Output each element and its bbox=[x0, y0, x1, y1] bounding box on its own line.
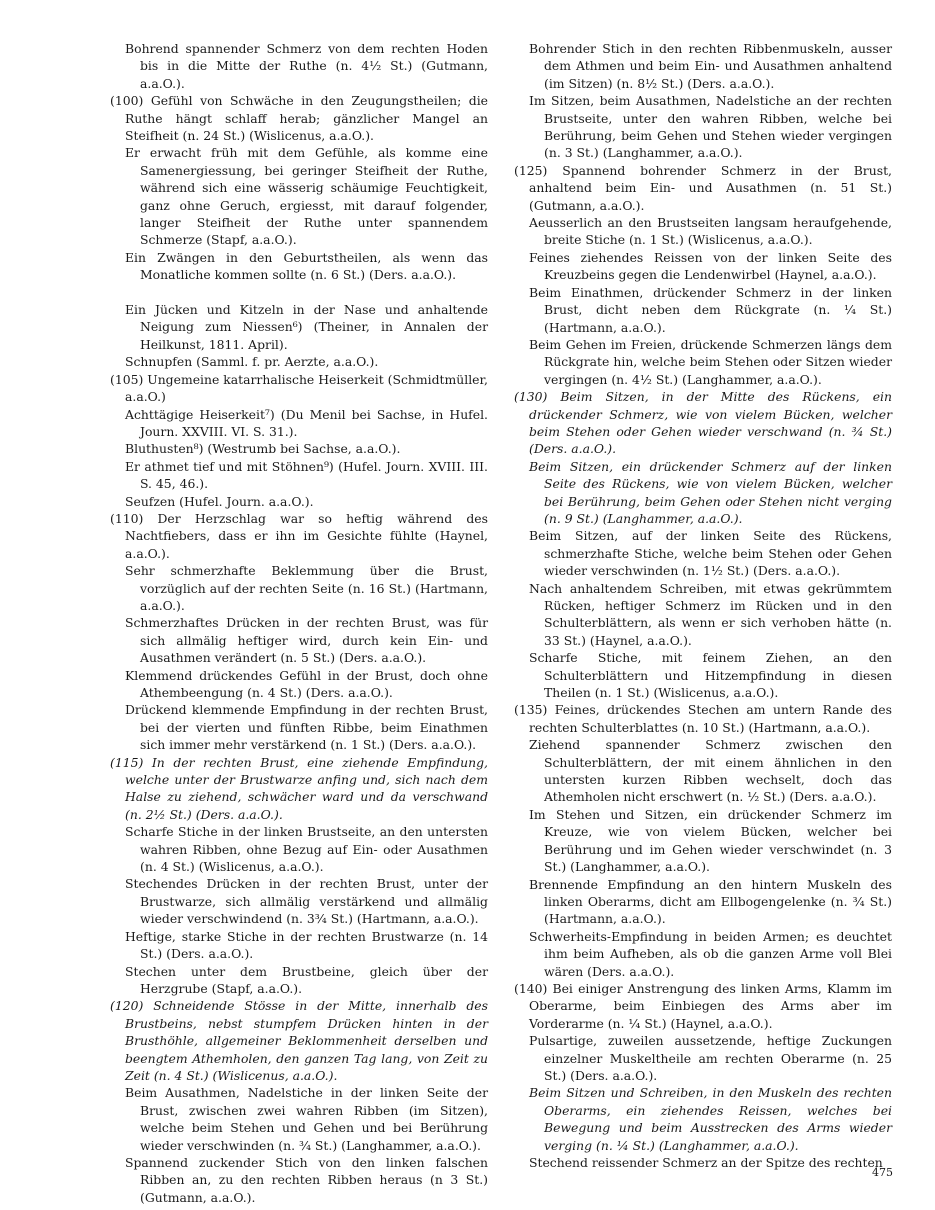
symptom-entry: (110) Der Herzschlag war so heftig während des Nachtfiebers, dass er ihn im Gesichte fühlte (Haynel, a.a.O.). bbox=[110, 510, 488, 561]
symptom-entry: (140) Bei einiger Anstrengung des linken Arms, Klamm im Oberarme, beim Einbiegen des Arms aber im Vorderarme (n. ¼ St.) (Haynel, a.a.O.). bbox=[514, 980, 892, 1031]
symptom-entry: Bohrender Stich in den rechten Ribbenmuskeln, ausser dem Athmen und beim Ein- und Ausathmen anhaltend (im Sitzen) (n. 8½ St.) (Ders. a.a.O.). bbox=[529, 41, 892, 91]
symptom-entry: Seufzen (Hufel. Journ. a.a.O.). bbox=[125, 493, 314, 509]
symptom-entry: (125) Spannend bohrender Schmerz in der Brust, anhaltend beim Ein- und Ausathmen (n. 51 St.) (Gutmann, a.a.O.). bbox=[514, 162, 892, 213]
symptom-entry: Pulsartige, zuweilen aussetzende, heftige Zuckungen einzelner Muskeltheile am rechten Oberarme (n. 25 St.) (Ders. a.a.O.). bbox=[529, 1033, 892, 1083]
symptom-entry: Ein Zwängen in den Geburtstheilen, als wenn das Monatliche kommen sollte (n. 6 St.) (Ders. a.a.O.). bbox=[125, 249, 488, 283]
symptom-entry: Stechen unter dem Brustbeine, gleich über der Herzgrube (Stapf, a.a.O.). bbox=[125, 963, 488, 996]
symptom-entry: Er athmet tief und mit Stöhnen⁹) (Hufel. Journ. XVIII. III. S. 45, 46.). bbox=[125, 458, 488, 492]
symptom-entry: Aeusserlich an den Brustseiten langsam heraufgehende, breite Stiche (n. 1 St.) (Wislicenus, a.a.O.). bbox=[529, 215, 892, 248]
symptom-entry: (130) Beim Sitzen, in der Mitte des Rückens, ein drückender Schmerz, wie von vielem Bücken, welcher beim Stehen oder Gehen wieder verschwand (n. ¾ St.) (Ders. a.a.O.). bbox=[514, 389, 892, 457]
symptom-entry: Spannend zuckender Stich von den linken falschen Ribben an, zu den rechten Ribben heraus (n 3 St.) (Gutmann, a.a.O.). bbox=[125, 1154, 488, 1205]
symptom-entry: Beim Sitzen und Schreiben, in den Muskeln des rechten Oberarms, ein ziehendes Reissen, welches bei Bewegung und beim Ausstrecken des Arms wieder verging (n. ¼ St.) (Langhammer, a.a.O.). bbox=[529, 1085, 892, 1153]
symptom-entry: Feines ziehendes Reissen von der linken Seite des Kreuzbeins gegen die Lendenwirbel (Haynel, a.a.O.). bbox=[529, 249, 892, 283]
symptom-entry: (105) Ungemeine katarrhalische Heiserkeit (Schmidtmüller, a.a.O.) bbox=[110, 371, 488, 405]
symptom-entry: Bluthusten⁸) (Westrumb bei Sachse, a.a.O.). bbox=[125, 441, 401, 457]
symptom-entry: Klemmend drückendes Gefühl in der Brust, doch ohne Athembeengung (n. 4 St.) (Ders. a.a.O.). bbox=[125, 667, 488, 701]
symptom-entry: (100) Gefühl von Schwäche in den Zeugungstheilen; die Ruthe hängt schlaff herab; gänzlicher Mangel an Steifheit (n. 24 St.) (Wislicenus, a.a.O.). bbox=[110, 93, 488, 144]
symptom-entry: Bohrend spannender Schmerz von dem rechten Hoden bis in die Mitte der Ruthe (n. 4½ St.) (Gutmann, a.a.O.). bbox=[125, 41, 488, 91]
symptom-entry: Stechendes Drücken in der rechten Brust, unter der Brustwarze, sich allmälig verstärkend und allmälig wieder verschwindend (n. 3¾ St.) (Hartmann, a.a.O.). bbox=[125, 876, 488, 927]
symptom-entry: Beim Sitzen, auf der linken Seite des Rückens, schmerzhafte Stiche, welche beim Stehen oder Gehen wieder verschwinden (n. 1½ St.) (Ders. a.a.O.). bbox=[529, 528, 892, 579]
symptom-entry: Achttägige Heiserkeit⁷) (Du Menil bei Sachse, in Hufel. Journ. XXVIII. VI. S. 31.). bbox=[125, 406, 488, 439]
symptom-entry: Scharfe Stiche, mit feinem Ziehen, an den Schulterblättern und Hitzempfindung in diesen Theilen (n. 1 St.) (Wislicenus, a.a.O.). bbox=[529, 650, 892, 701]
symptom-entry: Beim Einathmen, drückender Schmerz in der linken Brust, dicht neben dem Rückgrate (n. ¼ St.) (Hartmann, a.a.O.). bbox=[529, 284, 892, 335]
left-column bbox=[110, 40, 488, 1206]
symptom-entry: Schmerzhaftes Drücken in der rechten Brust, was für sich allmälig heftiger wird, durch kein Ein- und Ausathmen verändert (n. 5 St.) (Ders. a.a.O.). bbox=[125, 615, 488, 666]
symptom-entry: Drückend klemmende Empfindung in der rechten Brust, bei der vierten und fünften Ribbe, beim Einathmen sich immer mehr verstärkend (n. 1 St.) (Ders. a.a.O.). bbox=[125, 702, 488, 753]
symptom-entry: Beim Ausathmen, Nadelstiche in der linken Seite der Brust, zwischen zwei wahren Ribben (im Sitzen), welche beim Stehen und Gehen und bei Berührung wieder verschwinden (n. ¾ St.) (Langhammer, a.a.O.). bbox=[125, 1085, 488, 1153]
symptom-entry: Beim Sitzen, ein drückender Schmerz auf der linken Seite des Rückens, wie von vielem Bücken, welcher bei Berührung, beim Gehen oder Stehen nicht verging (n. 9 St.) (Langhammer, a.a.O.). bbox=[529, 458, 892, 526]
symptom-entry: Ziehend spannender Schmerz zwischen den Schulterblättern, der mit einem ähnlichen in den untersten kurzen Ribben wechselt, doch das Athemholen nicht erschwert (n. ½ St.) (Ders. a.a.O.). bbox=[529, 737, 892, 805]
symptom-entry: Stechend reissender Schmerz an der Spitze des rechten bbox=[529, 1155, 883, 1170]
symptom-entry: Sehr schmerzhafte Beklemmung über die Brust, vorzüglich auf der rechten Seite (n. 16 St.) (Hartmann, a.a.O.). bbox=[125, 563, 488, 613]
right-column bbox=[514, 40, 892, 1171]
page-number: 475 bbox=[872, 1166, 893, 1179]
symptom-entry: Beim Gehen im Freien, drückende Schmerzen längs dem Rückgrate hin, welche beim Stehen oder Sitzen wieder vergingen (n. 4½ St.) (Langhammer, a.a.O.). bbox=[529, 336, 892, 387]
symptom-entry: Er erwacht früh mit dem Gefühle, als komme eine Samenergiessung, bei geringer Steifheit der Ruthe, während sich eine wässerig schäumige Feuchtigkeit, ganz ohne Geruch, ergiesst, mit darauf folgender, langer Steifheit der Ruthe unter spannendem Schmerze (Stapf, a.a.O.). bbox=[125, 145, 488, 248]
symptom-entry: Schnupfen (Samml. f. pr. Aerzte, a.a.O.). bbox=[125, 354, 379, 370]
symptom-entry: Heftige, starke Stiche in der rechten Brustwarze (n. 14 St.) (Ders. a.a.O.). bbox=[125, 928, 488, 962]
symptom-entry: Nach anhaltendem Schreiben, mit etwas gekrümmtem Rücken, heftiger Schmerz im Rücken und in den Schulterblättern, als wenn er sich verhoben hätte (n. 33 St.) (Haynel, a.a.O.). bbox=[529, 580, 892, 648]
symptom-entry: (120) Schneidende Stösse in der Mitte, innerhalb des Brustbeins, nebst stumpfem Drücken hinten in der Brusthöhle, allgemeiner Beklommenheit derselben und beengtem Athemholen, den ganzen Tag lang, von Zeit zu Zeit (n. 4 St.) (Wislicenus, a.a.O.). bbox=[110, 998, 488, 1083]
symptom-entry: Ein Jücken und Kitzeln in der Nase und anhaltende Neigung zum Niessen⁶) (Theiner, in Annalen der Heilkunst, 1811. April). bbox=[125, 302, 488, 352]
symptom-entry: (135) Feines, drückendes Stechen am untern Rande des rechten Schulterblattes (n. 10 St.) (Hartmann, a.a.O.). bbox=[514, 702, 892, 735]
symptom-entry: Brennende Empfindung an den hintern Muskeln des linken Oberarms, dicht am Ellbogengelenke (n. ¾ St.) (Hartmann, a.a.O.). bbox=[529, 876, 892, 927]
symptom-entry: (115) In der rechten Brust, eine ziehende Empfindung, welche unter der Brustwarze anfing und, sich nach dem Halse zu ziehend, schwächer ward und da verschwand (n. 2½ St.) (Ders. a.a.O.). bbox=[110, 754, 488, 822]
symptom-entry: Schwerheits-Empfindung in beiden Armen; es deuchtet ihm beim Aufheben, als ob die ganzen Arme voll Blei wären (Ders. a.a.O.). bbox=[529, 928, 892, 979]
symptom-entry: Im Stehen und Sitzen, ein drückender Schmerz im Kreuze, wie von vielem Bücken, welcher bei Berührung und im Gehen wieder verschwindet (n. 3 St.) (Langhammer, a.a.O.). bbox=[529, 806, 892, 875]
symptom-entry: Im Sitzen, beim Ausathmen, Nadelstiche an der rechten Brustseite, unter den wahren Ribben, welche bei Berührung, beim Gehen und Stehen wieder vergingen (n. 3 St.) (Langhammer, a.a.O.). bbox=[529, 93, 892, 161]
symptom-entry: Scharfe Stiche in der linken Brustseite, an den untersten wahren Ribben, ohne Bezug auf Ein- oder Ausathmen (n. 4 St.) (Wislicenus, a.a.O.). bbox=[125, 824, 488, 875]
